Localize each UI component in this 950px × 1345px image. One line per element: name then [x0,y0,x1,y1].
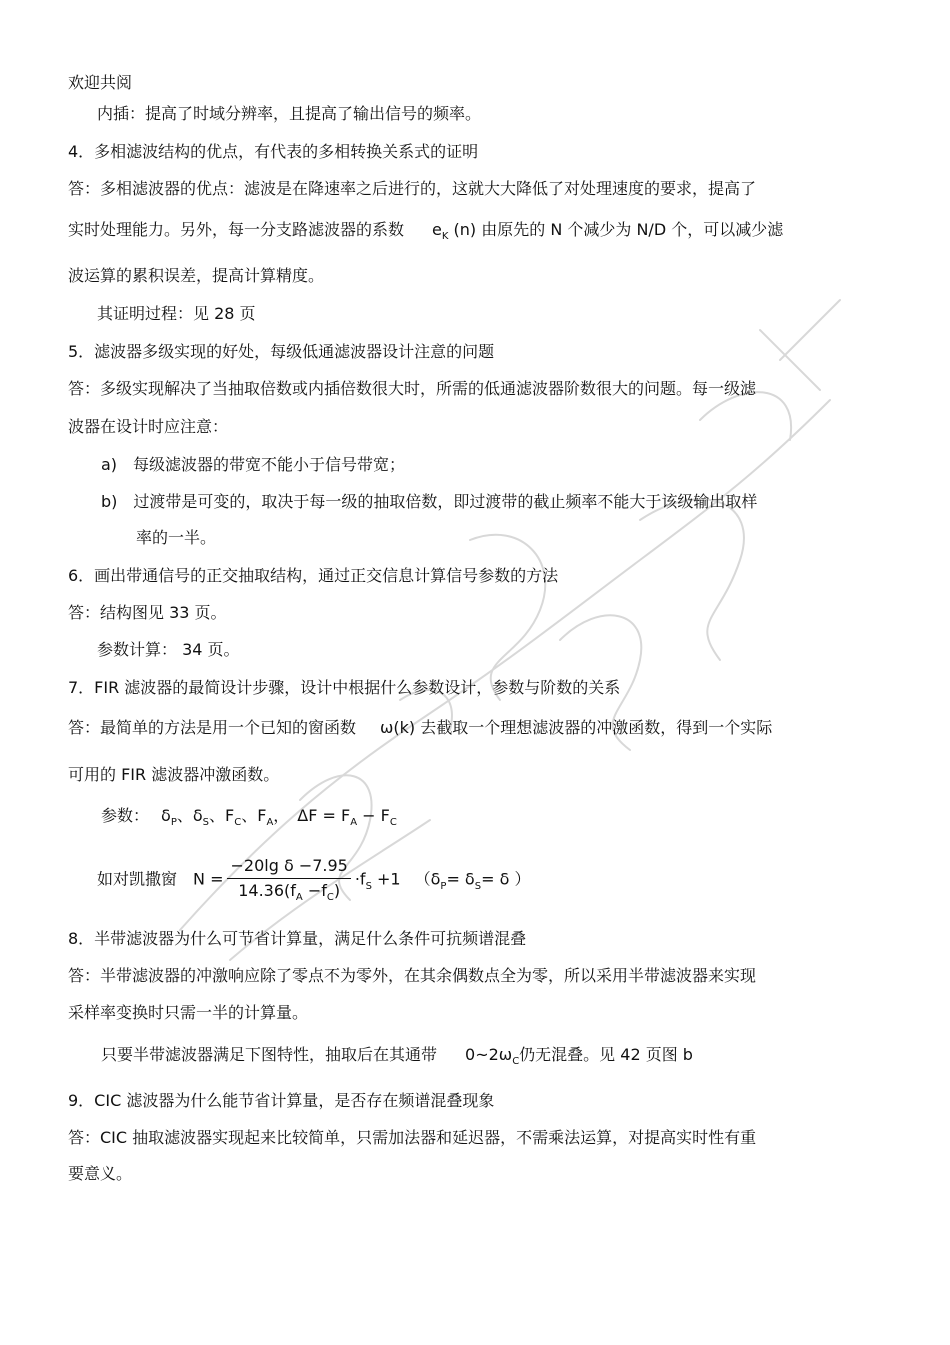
question-6: 6．画出带通信号的正交抽取结构，通过正交信息计算信号参数的方法 [68,566,559,585]
kaiser-numerator: −20lg δ −7.95 [227,856,350,879]
kaiser-fs: S [365,880,372,892]
f-c-sub: C [234,817,242,828]
halfband-range: 0~2ω [465,1045,513,1064]
answer-5-line-1: 答：多级实现解决了当抽取倍数或内插倍数很大时，所需的低通滤波器阶数很大的问题。每一级滤 [68,379,757,398]
kaiser-n: N = [193,869,224,889]
answer-4-line-2 [68,220,783,243]
answer-8-line-1: 答：半带滤波器的冲激响应除了零点不为零外，在其余偶数点全为零，所以采用半带滤波器来实现 [68,966,757,985]
kaiser-label: 如对凯撒窗 [97,869,178,889]
coef-k: K [441,231,449,242]
question-4: 4．多相滤波结构的优点，有代表的多相转换关系式的证明 [68,142,479,161]
kaiser-fraction [227,856,350,904]
question-7: 7．FIR 滤波器的最简设计步骤，设计中根据什么参数设计，参数与阶数的关系 [68,678,621,697]
cond-open: （δ [414,869,441,889]
list-item-b-cont: 率的一半。 [136,528,217,547]
halfband-c: C [512,1056,520,1067]
delta-f-a-sub: A [350,817,358,828]
page-header: 欢迎共阅 [68,73,133,92]
answer-5-line-2: 波器在设计时应注意： [68,417,229,436]
f-c: F [225,806,235,825]
den-pre: 14.36(f [238,881,296,900]
answer-8-line-2: 采样率变换时只需一半的计算量。 [68,1003,309,1022]
list-item-b: b) 过渡带是可变的，取决于每一级的抽取倍数，即过渡带的截止频率不能大于该级输出取样 [101,492,758,511]
delta-f: ΔF = F [297,806,351,825]
kaiser-formula [97,856,530,906]
params-label: 参数： [101,806,150,825]
answer-7-line-2: 可用的 FIR 滤波器冲激函数。 [68,765,280,784]
cond-eq: = δ [446,869,475,889]
delta-s-sub: S [202,817,210,828]
delta-s: δ [192,806,203,825]
text-interp: 内插：提高了时域分辨率，且提高了输出信号的频率。 [97,104,482,123]
f-a-sub: A [266,817,274,828]
cond-close: = δ ） [481,869,531,889]
sep-3: 、 [241,806,258,825]
proof-ref: 其证明过程：见 28 页 [97,304,256,323]
answer-4-line-1: 答：多相滤波器的优点：滤波是在降速率之后进行的，这就大大降低了对处理速度的要求，提高了 [68,179,757,198]
answer-6-line-1: 答：结构图见 33 页。 [68,603,227,622]
answer-9-line-1: 答：CIC 抽取滤波器实现起来比较简单，只需加法器和延迟器，不需乘法运算，对提高实时性有重 [68,1128,757,1147]
kaiser-denominator [227,879,350,904]
comma: ， [273,806,290,825]
delta-p: δ [161,806,171,825]
list-item-a: a) 每级滤波器的带宽不能小于信号带宽； [101,455,406,474]
coef-e: e [432,220,442,239]
den-post: ) [333,881,341,900]
den-a: A [295,892,303,903]
delta-f-c-sub: C [389,817,397,828]
f-a: F [257,806,267,825]
answer-6-line-2: 参数计算： 34 页。 [97,640,240,659]
answer-4-line-3: 波运算的累积误差，提高计算精度。 [68,266,325,285]
params-line [101,806,397,829]
answer-4-line-2-post: (n) 由原先的 N 个减少为 N/D 个，可以减少滤 [453,220,784,239]
question-8: 8．半带滤波器为什么可节省计算量，满足什么条件可抗频谱混叠 [68,929,527,948]
minus-f: − F [357,806,390,825]
sep-1: 、 [176,806,193,825]
answer-7-pre: 答：最简单的方法是用一个已知的窗函数 [68,718,357,737]
cond-p: P [440,880,447,892]
halfband-pre: 只要半带滤波器满足下图特性，抽取后在其通带 [101,1045,438,1064]
halfband-post: 仍无混叠。见 42 页图 b [519,1045,693,1064]
sep-2: 、 [209,806,226,825]
cond-s: S [474,880,482,892]
answer-7-post: 去截取一个理想滤波器的冲激函数，得到一个实际 [420,718,773,737]
answer-9-line-2: 要意义。 [68,1164,133,1183]
question-9: 9．CIC 滤波器为什么能节省计算量，是否存在频谱混叠现象 [68,1091,495,1110]
kaiser-plus: +1 [377,869,401,889]
den-mid: −f [307,881,327,900]
delta-p-sub: P [170,817,177,828]
den-c: C [326,892,334,903]
window-function: ω(k) [380,718,416,737]
answer-4-line-2-pre: 实时处理能力。另外，每一分支路滤波器的系数 [68,220,405,239]
halfband-line [101,1045,693,1068]
question-5: 5．滤波器多级实现的好处，每级低通滤波器设计注意的问题 [68,342,495,361]
answer-7-line-1 [68,718,772,738]
kaiser-mult: ·f [354,869,366,889]
